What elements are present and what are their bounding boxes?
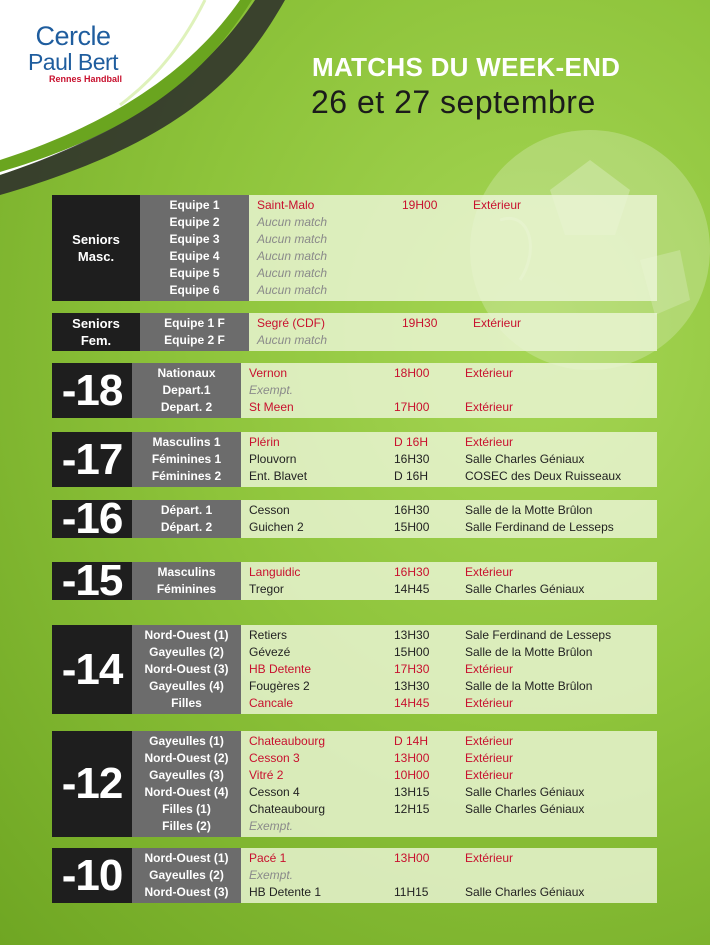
opponent-name: Pacé 1 <box>249 851 287 865</box>
category-label: -12 <box>52 731 132 837</box>
logo-text-rennes-handball: Rennes Handball <box>48 74 122 84</box>
match-row <box>241 451 657 468</box>
match-row <box>241 750 657 767</box>
team-column <box>132 363 241 418</box>
schedule-block <box>52 313 657 351</box>
match-time: 17H00 <box>394 400 430 414</box>
team-name: Féminines 2 <box>151 469 222 483</box>
logo-text-cercle: Cercle <box>35 21 111 51</box>
match-time: 13H00 <box>394 851 430 865</box>
schedule-block <box>52 556 657 605</box>
opponent-name: Cesson <box>249 503 290 517</box>
match-row <box>241 678 657 695</box>
match-row <box>241 581 657 598</box>
opponent-name: Fougères 2 <box>249 679 310 693</box>
match-row <box>241 850 657 867</box>
team-name: Equipe 6 <box>169 283 220 297</box>
match-row <box>241 644 657 661</box>
team-name: Gayeulles (2) <box>149 645 224 659</box>
match-row <box>241 867 657 884</box>
match-info-column <box>241 363 657 418</box>
match-venue: Salle Charles Géniaux <box>465 785 585 799</box>
match-info-column <box>241 731 657 837</box>
opponent-name: Tregor <box>249 582 284 596</box>
category-label: Seniors Fem. <box>52 313 140 351</box>
team-name: Gayeulles (3) <box>149 768 224 782</box>
opponent-name: HB Detente 1 <box>249 885 322 899</box>
team-name: Filles (1) <box>162 802 211 816</box>
category-label: -10 <box>52 848 132 903</box>
match-venue: Extérieur <box>473 316 522 330</box>
club-logo <box>18 22 128 85</box>
team-name: Equipe 3 <box>169 232 220 246</box>
match-time: 18H00 <box>394 366 430 380</box>
schedule-block <box>52 363 657 418</box>
match-row <box>241 818 657 835</box>
match-row <box>249 332 657 349</box>
team-name: Masculins 1 <box>152 435 221 449</box>
match-row <box>249 197 657 214</box>
match-venue: Extérieur <box>465 565 514 579</box>
team-name: Equipe 2 <box>169 215 220 229</box>
opponent-name: Cesson 3 <box>249 751 300 765</box>
team-name: Equipe 1 <box>169 198 220 212</box>
match-row <box>241 733 657 750</box>
category-label: -14 <box>52 625 132 714</box>
team-column <box>140 195 249 301</box>
match-venue: Salle Ferdinand de Lesseps <box>465 520 614 534</box>
team-name: Féminines 1 <box>151 452 222 466</box>
team-name: Masculins <box>157 565 216 579</box>
opponent-name: Chateaubourg <box>249 802 326 816</box>
match-row <box>241 661 657 678</box>
category-label: -17 <box>52 432 132 487</box>
team-name: Gayeulles (4) <box>149 679 224 693</box>
match-venue: Salle de la Motte Brûlon <box>465 645 593 659</box>
match-time: 13H00 <box>394 751 430 765</box>
opponent-name: Aucun match <box>257 215 328 229</box>
match-time: 13H30 <box>394 679 430 693</box>
match-venue: Extérieur <box>465 435 514 449</box>
category-label: -15 <box>52 562 132 600</box>
match-time: D 16H <box>394 435 429 449</box>
category-label: Seniors Masc. <box>52 195 140 301</box>
match-time: D 14H <box>394 734 429 748</box>
opponent-name: Vernon <box>249 366 288 380</box>
match-venue: Salle de la Motte Brûlon <box>465 679 593 693</box>
team-name: Equipe 5 <box>169 266 220 280</box>
match-venue: COSEC des Deux Ruisseaux <box>465 469 622 483</box>
opponent-name: Ent. Blavet <box>249 469 308 483</box>
opponent-name: Chateaubourg <box>249 734 326 748</box>
match-time: 16H30 <box>394 565 430 579</box>
match-row <box>241 365 657 382</box>
match-venue: Extérieur <box>465 400 514 414</box>
match-row <box>241 801 657 818</box>
match-row <box>249 315 657 332</box>
team-name: Filles <box>171 696 202 710</box>
team-column <box>132 432 241 487</box>
team-column <box>132 562 241 600</box>
match-time: 15H00 <box>394 520 430 534</box>
match-info-column <box>249 313 657 351</box>
match-row <box>241 468 657 485</box>
match-time: 16H30 <box>394 503 430 517</box>
page-title: MATCHS DU WEEK-END <box>312 52 621 82</box>
team-column <box>140 313 249 351</box>
schedule-block <box>52 848 657 903</box>
match-time: 17H30 <box>394 662 430 676</box>
match-venue: Extérieur <box>465 751 514 765</box>
team-column <box>132 848 241 903</box>
match-row <box>241 884 657 901</box>
match-row <box>249 248 657 265</box>
opponent-name: Retiers <box>249 628 288 642</box>
match-time: 11H15 <box>394 885 429 899</box>
match-time: 15H00 <box>394 645 430 659</box>
opponent-name: Aucun match <box>257 232 328 246</box>
match-row <box>241 502 657 519</box>
opponent-name: Aucun match <box>257 249 328 263</box>
opponent-name: HB Detente <box>249 662 312 676</box>
match-venue: Extérieur <box>465 662 514 676</box>
team-name: Equipe 1 F <box>164 316 225 330</box>
match-info-column <box>241 432 657 487</box>
match-row <box>249 265 657 282</box>
team-column <box>132 625 241 714</box>
team-name: Filles (2) <box>162 819 211 833</box>
opponent-name: Gévezé <box>249 645 291 659</box>
team-name: Nationaux <box>157 366 216 380</box>
opponent-name: Plérin <box>249 435 280 449</box>
match-row <box>249 282 657 299</box>
schedule-block <box>52 731 657 837</box>
team-name: Départ. 1 <box>160 503 213 517</box>
team-name: Nord-Ouest (1) <box>144 628 229 642</box>
category-label: -16 <box>52 500 132 538</box>
match-row <box>241 784 657 801</box>
match-info-column <box>241 625 657 714</box>
match-row <box>241 382 657 399</box>
team-name: Depart. 2 <box>160 400 213 414</box>
match-row <box>249 214 657 231</box>
category-label: -18 <box>52 363 132 418</box>
match-time: 12H15 <box>394 802 430 816</box>
match-venue: Salle Charles Géniaux <box>465 582 585 596</box>
opponent-name: Cancale <box>249 696 294 710</box>
match-row <box>241 519 657 536</box>
match-time: 14H45 <box>394 696 430 710</box>
match-row <box>241 399 657 416</box>
team-name: Départ. 2 <box>160 520 213 534</box>
match-venue: Sale Ferdinand de Lesseps <box>465 628 612 642</box>
match-info-column <box>241 500 657 538</box>
match-time: 19H00 <box>402 198 438 212</box>
opponent-name: Exempt. <box>249 868 294 882</box>
schedule-block <box>52 195 657 301</box>
match-time: 13H15 <box>394 785 430 799</box>
opponent-name: Guichen 2 <box>249 520 304 534</box>
opponent-name: Plouvorn <box>249 452 297 466</box>
team-name: Féminines <box>156 582 217 596</box>
team-name: Nord-Ouest (2) <box>144 751 229 765</box>
match-time: D 16H <box>394 469 429 483</box>
match-row <box>241 695 657 712</box>
team-name: Equipe 4 <box>169 249 220 263</box>
match-venue: Salle Charles Géniaux <box>465 452 585 466</box>
match-info-column <box>249 195 657 301</box>
team-name: Depart.1 <box>162 383 211 397</box>
match-time: 13H30 <box>394 628 430 642</box>
team-column <box>132 500 241 538</box>
match-row <box>241 627 657 644</box>
match-venue: Extérieur <box>465 851 514 865</box>
match-time: 14H45 <box>394 582 430 596</box>
match-time: 19H30 <box>402 316 438 330</box>
match-venue: Extérieur <box>473 198 522 212</box>
team-name: Nord-Ouest (1) <box>144 851 229 865</box>
match-venue: Salle Charles Géniaux <box>465 885 585 899</box>
match-venue: Extérieur <box>465 696 514 710</box>
opponent-name: Exempt. <box>249 383 294 397</box>
schedule-block <box>52 494 657 543</box>
opponent-name: Aucun match <box>257 266 328 280</box>
match-time: 16H30 <box>394 452 430 466</box>
schedule-block <box>52 432 657 487</box>
match-info-column <box>241 562 657 600</box>
team-name: Gayeulles (2) <box>149 868 224 882</box>
team-name: Nord-Ouest (3) <box>144 662 229 676</box>
team-column <box>132 731 241 837</box>
match-venue: Extérieur <box>465 366 514 380</box>
opponent-name: Aucun match <box>257 333 328 347</box>
match-row <box>249 231 657 248</box>
team-name: Gayeulles (1) <box>149 734 224 748</box>
match-time: 10H00 <box>394 768 430 782</box>
opponent-name: Exempt. <box>249 819 294 833</box>
opponent-name: Vitré 2 <box>249 768 284 782</box>
team-name: Nord-Ouest (3) <box>144 885 229 899</box>
team-name: Equipe 2 F <box>164 333 225 347</box>
match-venue: Extérieur <box>465 734 514 748</box>
match-venue: Salle de la Motte Brûlon <box>465 503 593 517</box>
page-subtitle-date: 26 et 27 septembre <box>311 84 596 120</box>
team-name: Nord-Ouest (4) <box>144 785 229 799</box>
match-info-column <box>241 848 657 903</box>
opponent-name: St Meen <box>249 400 294 414</box>
match-row <box>241 564 657 581</box>
match-row <box>241 434 657 451</box>
logo-text-paul-bert: Paul Bert <box>27 49 119 75</box>
opponent-name: Aucun match <box>257 283 328 297</box>
opponent-name: Segré (CDF) <box>257 316 326 330</box>
schedule-block <box>52 625 657 714</box>
opponent-name: Cesson 4 <box>249 785 300 799</box>
opponent-name: Saint-Malo <box>257 198 315 212</box>
match-row <box>241 767 657 784</box>
match-venue: Extérieur <box>465 768 514 782</box>
opponent-name: Languidic <box>249 565 301 579</box>
match-venue: Salle Charles Géniaux <box>465 802 585 816</box>
